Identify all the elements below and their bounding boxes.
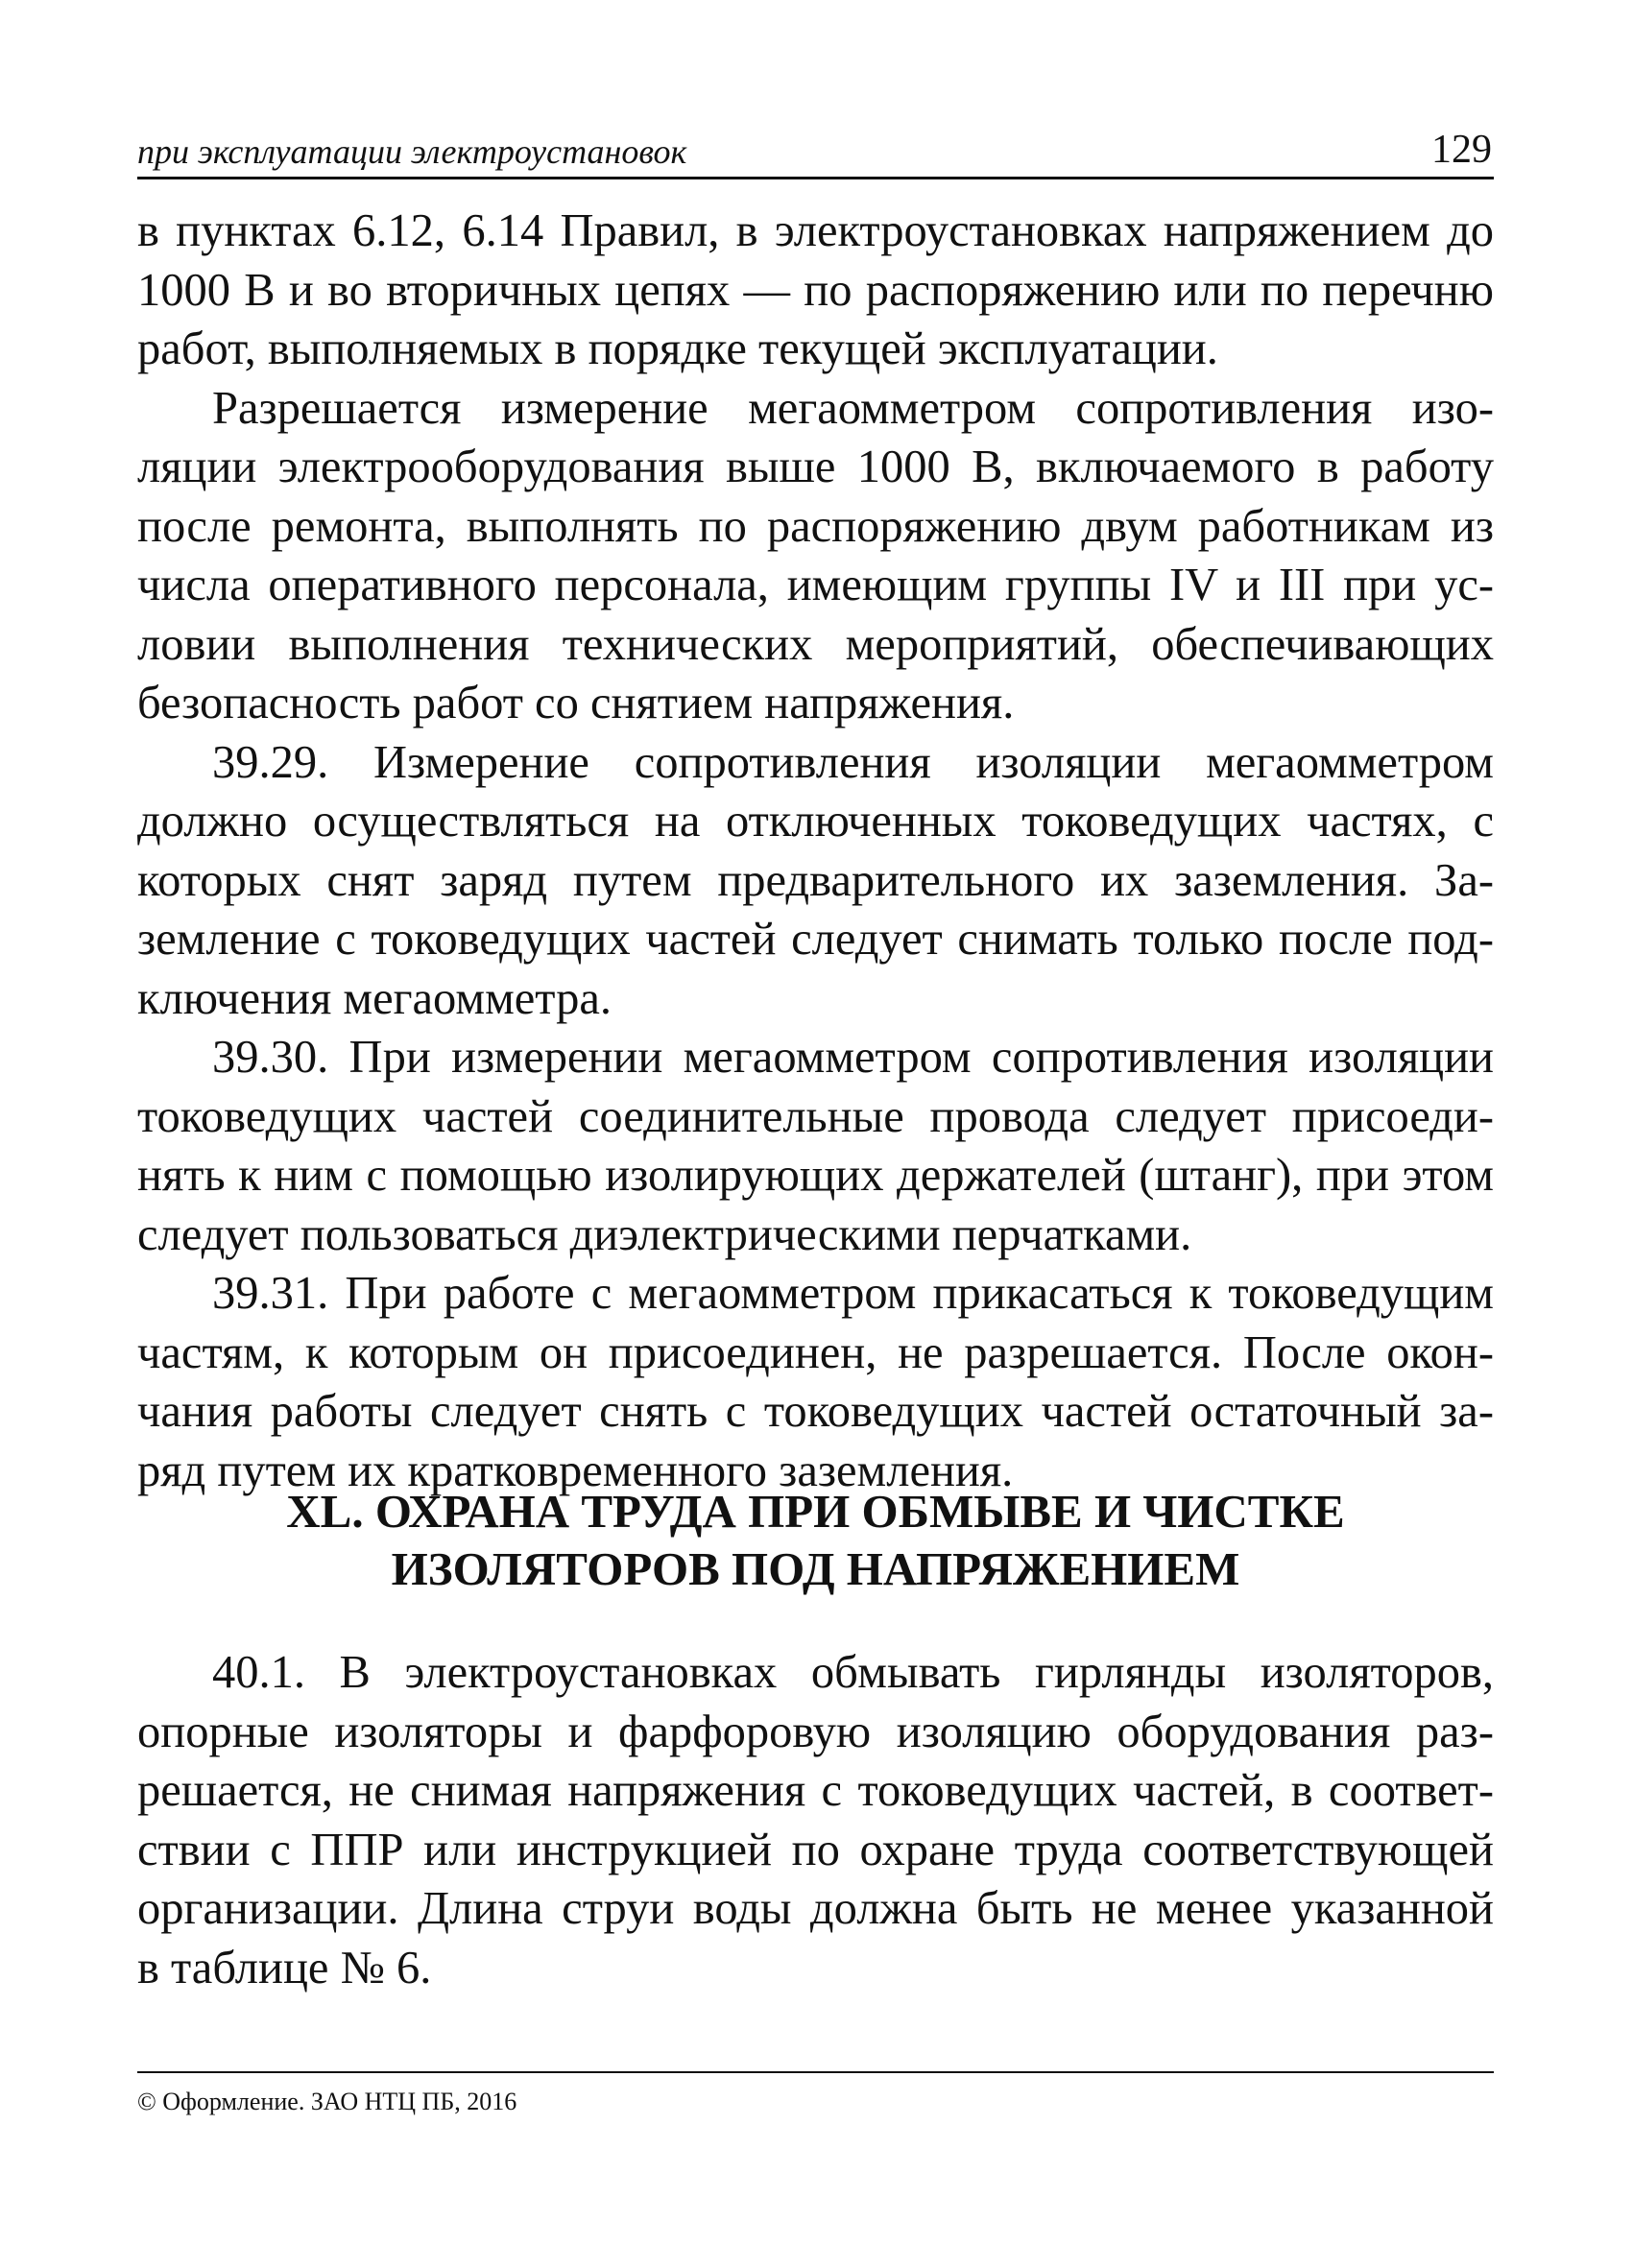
paragraph-megohmmeter-permission [137, 379, 1494, 733]
text-line: 39.29. Измерение сопротивления изоляции мегаомметром [212, 736, 1494, 788]
paragraph-40-1 [137, 1643, 1494, 1997]
text-line: частям, к которым он присоединен, не разрешается. После окон- [137, 1326, 1494, 1378]
paragraph-continuation [137, 202, 1494, 379]
text-line: опорные изоляторы и фарфоровую изоляцию оборудования раз- [137, 1706, 1494, 1757]
text-line: работ, выполняемых в порядке текущей эксплуатации. [137, 323, 1218, 374]
paragraph-39-29 [137, 733, 1494, 1029]
section-heading-line: ИЗОЛЯТОРОВ ПОД НАПРЯЖЕНИЕМ [391, 1542, 1240, 1595]
paragraph-39-30 [137, 1028, 1494, 1264]
text-line: ключения мегаомметра. [137, 972, 612, 1024]
footer-copyright: © Оформление. ЗАО НТЦ ПБ, 2016 [137, 2088, 517, 2115]
text-line: ловии выполнения технических мероприятий, обеспечивающих [137, 618, 1494, 670]
text-line: решается, не снимая напряжения с токоведущих частей, в соответ- [137, 1765, 1494, 1816]
text-line: организации. Длина струи воды должна быть не менее указанной [137, 1883, 1494, 1934]
text-line: 39.31. При работе с мегаомметром прикасаться к токоведущим [212, 1268, 1494, 1319]
text-line: токоведущих частей соединительные провода следует присоеди- [137, 1090, 1494, 1142]
text-line: 1000 В и во вторичных цепях — по распоряжению или по перечню [137, 264, 1494, 316]
text-line: должно осуществляться на отключенных токоведущих частях, с [137, 796, 1494, 847]
text-line: 40.1. В электроустановках обмывать гирлянды изоляторов, [212, 1647, 1494, 1698]
running-title: при эксплуатации электроустановок [137, 132, 687, 171]
text-line: после ремонта, выполнять по распоряжению двум работникам из [137, 500, 1494, 552]
footer-rule [137, 2071, 1494, 2073]
text-line: в пунктах 6.12, 6.14 Правил, в электроустановках напряжением до [137, 205, 1494, 256]
text-line: ляции электрооборудования выше 1000 В, включаемого в работу [137, 442, 1494, 492]
text-line: которых снят заряд путем предварительного их заземления. За- [137, 854, 1494, 906]
section-heading [137, 1483, 1494, 1598]
section-heading-line: XL. ОХРАНА ТРУДА ПРИ ОБМЫВЕ И ЧИСТКЕ [286, 1485, 1345, 1538]
text-line: ствии с ППР или инструкцией по охране труда соответствующей [137, 1824, 1494, 1875]
text-line: чания работы следует снять с токоведущих частей остаточный за- [137, 1386, 1494, 1437]
paragraph-39-31 [137, 1264, 1494, 1500]
text-line: земление с токоведущих частей следует снимать только после под- [137, 914, 1494, 965]
text-line: ряд путем их кратковременного заземления. [137, 1444, 1014, 1496]
text-line: безопасность работ со снятием напряжения. [137, 678, 1015, 728]
text-line: следует пользоваться диэлектрическими перчатками. [137, 1208, 1192, 1260]
section-body-text [137, 1643, 1494, 1997]
text-line: Разрешается измерение мегаомметром сопротивления изо- [212, 382, 1494, 434]
running-header [137, 127, 1494, 179]
page-number: 129 [1431, 128, 1492, 172]
body-text [137, 202, 1494, 1500]
text-line: в таблице № 6. [137, 1942, 432, 1993]
text-line: числа оперативного персонала, имеющим группы IV и III при ус- [137, 560, 1494, 610]
text-line: нять к ним с помощью изолирующих держателей (штанг), при этом [137, 1150, 1494, 1201]
text-line: 39.30. При измерении мегаомметром сопротивления изоляции [212, 1032, 1494, 1083]
